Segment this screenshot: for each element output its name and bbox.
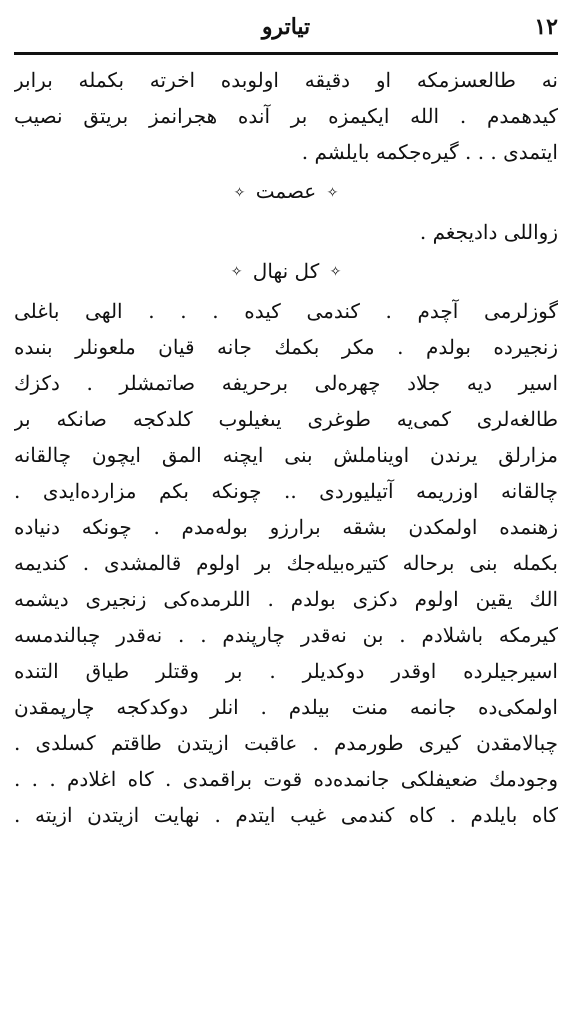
page-header [0, 6, 572, 46]
text-line: اسير ديه جلاد چهره‌لى برحريفه صاتمشلر . دكزك [14, 371, 558, 395]
page-number: ١٢ [534, 14, 558, 40]
speaker-name: عصمت [255, 179, 317, 203]
text-line: اولمكى‌ده جانمه منت بيلدم . انلر دوكدكجه چارپمقدن [14, 695, 558, 719]
text-line: زهنمده اولمكدن بشقه برارزو بوله‌مدم . چونكه دنياده [14, 515, 558, 539]
speaker-heading [14, 250, 558, 294]
text-line: اسيرجيلرده اوقدر دوكديلر . بر وقتلر طياق التنده [14, 659, 558, 683]
ornament-icon: ✧ [326, 184, 339, 201]
text-line: نه طالعسزمكه او دقيقه اولوبده اخرته بكمله برابر [14, 68, 558, 92]
text-line: زنجيرده بولدم . مكر بكمك جانه قيان ملعونلر بنىده [14, 335, 558, 359]
speaker-name: كل نهال [252, 258, 320, 283]
page-content [14, 62, 558, 833]
text-line: كاه بايلدم . كاه كندمى غيب ايتدم . نهايت ازيتدن ازيته . [14, 803, 558, 827]
speaker-heading [14, 170, 558, 214]
text-line: چالقانه اوزريمه آتيليوردى .. چونكه بكم مزارده‌ايدى . [14, 479, 558, 503]
text-line: چبالامقدن كيرى طورمدم . عاقبت ازيتدن طاقتم كسلدى . [14, 731, 558, 755]
text-line: كيدهمدم . الله ايكيمزه بر آنده هجرانمز بريتق نصيب [14, 104, 558, 128]
text-line: الك يقين اولوم دكزى بولدم . اللرمده‌كى زنجيرى ديشمه [14, 587, 558, 611]
ornament-icon: ✧ [230, 264, 243, 280]
text-line: ايتمدى . . . گيره‌جكمه بايلشم . [301, 140, 558, 164]
ornament-icon: ✧ [233, 184, 246, 201]
text-line: طالغه‌لرى كمى‌يه طوغرى يىغيلوب كلدكجه صانكه بر [14, 407, 558, 431]
header-rule [14, 52, 558, 55]
text-line: وجودمك ضعيفلكى جانمده‌ده قوت براقمدى . كاه اغلادم . . . [14, 767, 558, 791]
text-line: كيرمكه باشلادم . بن نه‌قدر چارپندم . . نه‌قدر چبالندمسه [14, 623, 558, 647]
text-line: بكمله بنى برحاله كتيره‌بيله‌جك بر اولوم قالمشدى . كنديمه [14, 551, 558, 575]
text-line: گوزلرمى آچدم . كندمى كيده . . . الهى باغلى [14, 299, 558, 323]
running-title: تياترو [261, 14, 311, 40]
ornament-icon: ✧ [329, 264, 342, 280]
text-line: مزارلق يرندن اويناملش بنى ايچنه المق ايچون چالقانه [14, 443, 558, 467]
speech-line: زواللى داديجغم . [419, 219, 558, 244]
